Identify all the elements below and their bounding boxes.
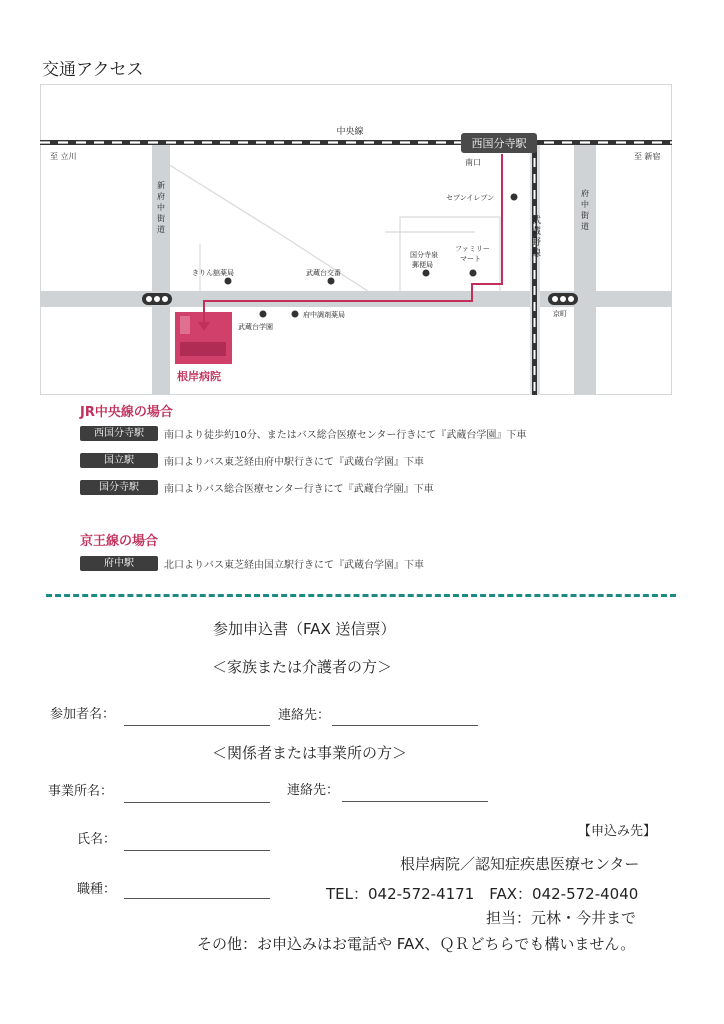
gakuen-label: 武蔵台学園 — [238, 323, 273, 331]
svg-text:道: 道 — [581, 222, 589, 231]
svg-text:府: 府 — [157, 192, 165, 201]
participant-name-label: 参加者名： — [50, 707, 116, 722]
musashino-line-rail — [532, 142, 537, 395]
tel-fax: TEL：042-572-4171 FAX：042-572-4040 — [326, 885, 639, 903]
route-row — [80, 425, 526, 441]
chuo-line-rail — [40, 140, 672, 145]
post-office-label-1: 国分寺泉 — [410, 251, 438, 259]
traffic-signal-right — [548, 293, 578, 305]
person-name-label: 氏名： — [77, 832, 117, 847]
organization-name: 根岸病院／認知症疾患医療センター — [400, 855, 640, 873]
seven-eleven-label: セブンイレブン — [446, 194, 495, 202]
staff-heading: ＜関係者または事業所の方＞ — [212, 744, 408, 762]
route-description: 北口よりバス東芝経由国立駅行きにて『武蔵台学園』下車 — [164, 559, 424, 571]
keio-section-title: 京王線の場合 — [80, 534, 159, 549]
route-description: 南口よりバス総合医療センター行きにて『武蔵台学園』下車 — [164, 483, 434, 495]
to-tachikawa-label: 至 立川 — [50, 152, 77, 161]
contact-field[interactable] — [332, 725, 478, 726]
station-badge: 府中駅 — [80, 556, 158, 571]
apply-to-label: 【申込み先】 — [578, 824, 657, 839]
svg-text:線: 線 — [532, 249, 542, 259]
chuo-line-label: 中央線 — [336, 127, 364, 137]
svg-text:武: 武 — [532, 216, 542, 226]
family-heading: ＜家族または介護者の方＞ — [212, 658, 393, 676]
hospital-label: 根岸病院 — [177, 370, 221, 383]
svg-text:街: 街 — [581, 211, 589, 220]
job-label: 職種： — [77, 882, 117, 897]
station-badge: 西国分寺駅 — [80, 426, 158, 441]
office-contact-label: 連絡先： — [287, 783, 340, 798]
job-field[interactable] — [124, 898, 270, 899]
form-title: 参加申込書（FAX 送信票） — [213, 620, 396, 638]
post-office-label-2: 郵便局 — [412, 261, 433, 269]
kirin-pharmacy-label: きりん舘薬局 — [192, 269, 234, 277]
kyomachi-label: 京町 — [553, 310, 567, 318]
office-contact-field[interactable] — [342, 801, 488, 802]
svg-text:街: 街 — [157, 214, 165, 223]
svg-text:蔵: 蔵 — [532, 227, 542, 237]
svg-text:道: 道 — [157, 225, 165, 234]
kouban-label: 武蔵台交番 — [306, 269, 341, 277]
route-row — [80, 555, 424, 571]
south-exit-label: 南口 — [465, 158, 481, 167]
svg-text:野: 野 — [532, 238, 542, 248]
svg-text:中: 中 — [157, 203, 165, 212]
access-map — [40, 84, 672, 395]
person-name-field[interactable] — [124, 850, 270, 851]
route-description: 南口より徒歩約10分、またはバス総合医療センター行きにて『武蔵台学園』下車 — [164, 429, 527, 441]
cut-line — [46, 594, 676, 597]
svg-text:中: 中 — [581, 200, 589, 209]
to-shinjuku-label: 至 新宿 — [634, 152, 661, 161]
other-note: その他：お申込みはお電話や FAX、ＱＲどちらでも構いません。 — [197, 935, 636, 953]
station-badge: 国立駅 — [80, 453, 158, 468]
participant-name-field[interactable] — [124, 725, 270, 726]
traffic-signal-left — [142, 293, 172, 305]
office-name-label: 事業所名： — [48, 784, 114, 799]
station-label: 西国分寺駅 — [471, 137, 527, 150]
fuchu-pharmacy-label: 府中調剤薬局 — [303, 311, 345, 319]
contact-label: 連絡先： — [278, 708, 331, 723]
svg-text:府: 府 — [581, 189, 589, 198]
person-in-charge: 担当：元林・今井まで — [486, 909, 637, 927]
family-mart-label-1: ファミリー — [455, 245, 490, 253]
route-description: 南口よりバス東芝経由府中駅行きにて『武蔵台学園』下車 — [164, 456, 424, 468]
jr-section-title: JR中央線の場合 — [80, 405, 173, 420]
page-heading: 交通アクセス — [42, 60, 144, 80]
family-mart-label-2: マート — [460, 255, 481, 263]
station-badge: 国分寺駅 — [80, 480, 158, 495]
svg-text:新: 新 — [157, 181, 165, 190]
route-row — [80, 452, 424, 468]
office-name-field[interactable] — [124, 802, 270, 803]
route-row — [80, 479, 434, 495]
